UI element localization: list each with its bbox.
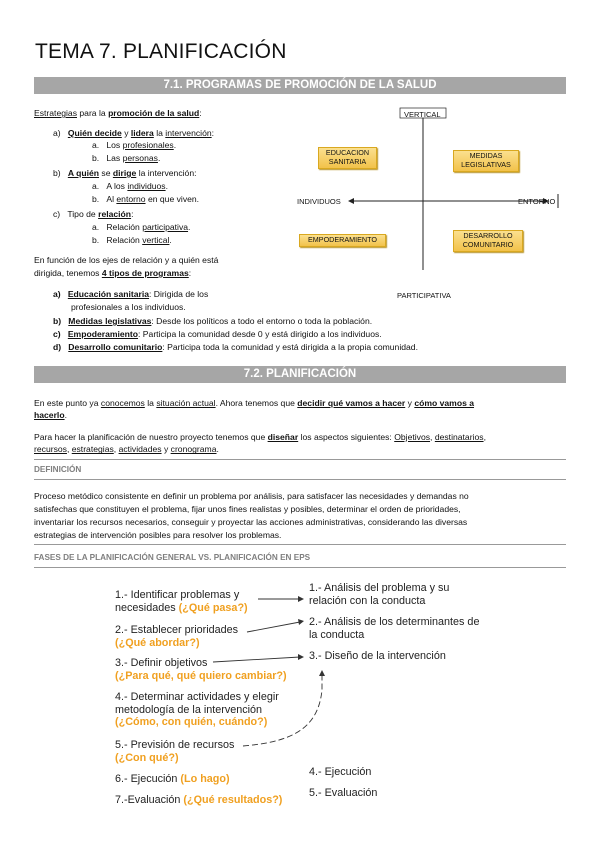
fases-arrows: [0, 570, 600, 760]
fase-left-1: 1.- Identificar problemas y necesidades (¿Qué pasa?): [115, 589, 248, 614]
item-a-b: b. Las personas.: [92, 153, 161, 163]
fase-right-2: 2.- Análisis de los determinantes de la conducta: [309, 616, 480, 641]
item-b-a: a. A los individuos.: [92, 181, 168, 191]
arrow-2-line: [247, 622, 300, 632]
paragraph-2: Para hacer la planificación de nuestro proyecto tenemos que diseñar los aspectos siguientes: Objetivos, destinatarios, recursos, estrategias, actividades y cronograma.: [34, 432, 486, 455]
divider-1: [34, 459, 566, 460]
box-educacion-sanitaria: EDUCACION SANITARIA: [318, 147, 377, 169]
type-d: d) Desarrollo comunitario: Participa toda la comunidad y está dirigida a la propia comunidad.: [53, 342, 418, 352]
definition-line-2: satisfechas que constituyen el problema, fijar unos fines realistas y posibles, determinar el orden de prioridades,: [34, 504, 461, 514]
box-empoderamiento: EMPODERAMIENTO: [299, 234, 386, 247]
label-participativa: PARTICIPATIVA: [397, 291, 451, 300]
fase-left-5: 5.- Previsión de recursos (¿Con qué?): [115, 739, 235, 764]
arrow-5-head-icon: [319, 670, 325, 676]
type-a: a) Educación sanitaria: Dirigida de los: [53, 289, 209, 299]
item-a-a: a. Los profesionales.: [92, 140, 177, 150]
divider-2: [34, 479, 566, 480]
definition-line-1: Proceso metódico consistente en definir un problema por análisis, para satisfacer las necesidades y demandas no: [34, 491, 469, 501]
fases-heading: FASES DE LA PLANIFICACIÓN GENERAL VS. PLANIFICACIÓN EN EPS: [34, 553, 311, 562]
fase-left-6: 6.- Ejecución (Lo hago): [115, 773, 230, 785]
fase-left-4: 4.- Determinar actividades y elegir metodología de la intervención (¿Cómo, con quién, cuándo?): [115, 691, 279, 728]
definition-line-3: inventariar los recursos necesarios, conseguir y proyectar las acciones administrativas, considerando las diversas: [34, 517, 468, 527]
fase-right-3: 3.- Diseño de la intervención: [309, 650, 446, 662]
arrow-1-head-icon: [298, 596, 304, 602]
page-title: TEMA 7. PLANIFICACIÓN: [35, 40, 287, 63]
label-entorno: ENTORNO: [518, 197, 556, 206]
arrow-5-curve: [243, 675, 322, 746]
item-c-a: a. Relación participativa.: [92, 222, 191, 232]
arrow-3-line: [213, 657, 300, 662]
item-c: c) Tipo de relación:: [53, 209, 134, 219]
box-desarrollo-comunitario: DESARROLLO COMUNITARIO: [453, 230, 523, 252]
section-bar-7-2: 7.2. PLANIFICACIÓN: [34, 366, 566, 383]
definition-line-4: estrategias de intervención posibles para resolver los problemas.: [34, 530, 282, 540]
item-b: b) A quién se dirige la intervención:: [53, 168, 197, 178]
fase-right-1: 1.- Análisis del problema y su relación con la conducta: [309, 582, 450, 607]
item-c-b: b. Relación vertical.: [92, 235, 172, 245]
arrow-left-icon: [348, 198, 354, 204]
box-medidas-legislativas: MEDIDAS LEGISLATIVAS: [453, 150, 519, 172]
paragraph-1: En este punto ya conocemos la situación actual. Ahora tenemos que decidir qué vamos a hacer y cómo vamos a hacerlo.: [34, 398, 475, 421]
item-a: a) Quién decide y lidera la intervención:: [53, 128, 215, 138]
fase-right-4: 4.- Ejecución: [309, 766, 372, 778]
strategies-intro: Estrategias para la promoción de la salud:: [34, 108, 202, 118]
arrow-2-head-icon: [298, 619, 304, 625]
section-bar-7-1: 7.1. PROGRAMAS DE PROMOCIÓN DE LA SALUD: [34, 77, 566, 94]
fase-right-5: 5.- Evaluación: [309, 787, 378, 799]
function-text-1: En función de los ejes de relación y a quién está: [34, 255, 219, 265]
type-b: b) Medidas legislativas: Desde los políticos a todo el entorno o toda la población.: [53, 316, 373, 326]
divider-3: [34, 544, 566, 545]
item-b-b: b. Al entorno en que viven.: [92, 194, 200, 204]
fase-left-7: 7.-Evaluación (¿Qué resultados?): [115, 794, 283, 806]
label-vertical: VERTICAL: [404, 110, 441, 119]
type-c: c) Empoderamiento: Participa la comunidad desde 0 y está dirigido a los individuos.: [53, 329, 382, 339]
label-individuos: INDIVIDUOS: [297, 197, 341, 206]
divider-4: [34, 567, 566, 568]
type-a-cont: profesionales a los individuos.: [71, 302, 186, 312]
definition-heading: DEFINICIÓN: [34, 465, 82, 474]
arrow-3-head-icon: [298, 654, 304, 660]
function-text-2: dirigida, tenemos 4 tipos de programas:: [34, 268, 192, 278]
fase-left-3: 3.- Definir objetivos (¿Para qué, qué quiero cambiar?): [115, 657, 287, 682]
fase-left-2: 2.- Establecer prioridades (¿Qué abordar?): [115, 624, 239, 649]
